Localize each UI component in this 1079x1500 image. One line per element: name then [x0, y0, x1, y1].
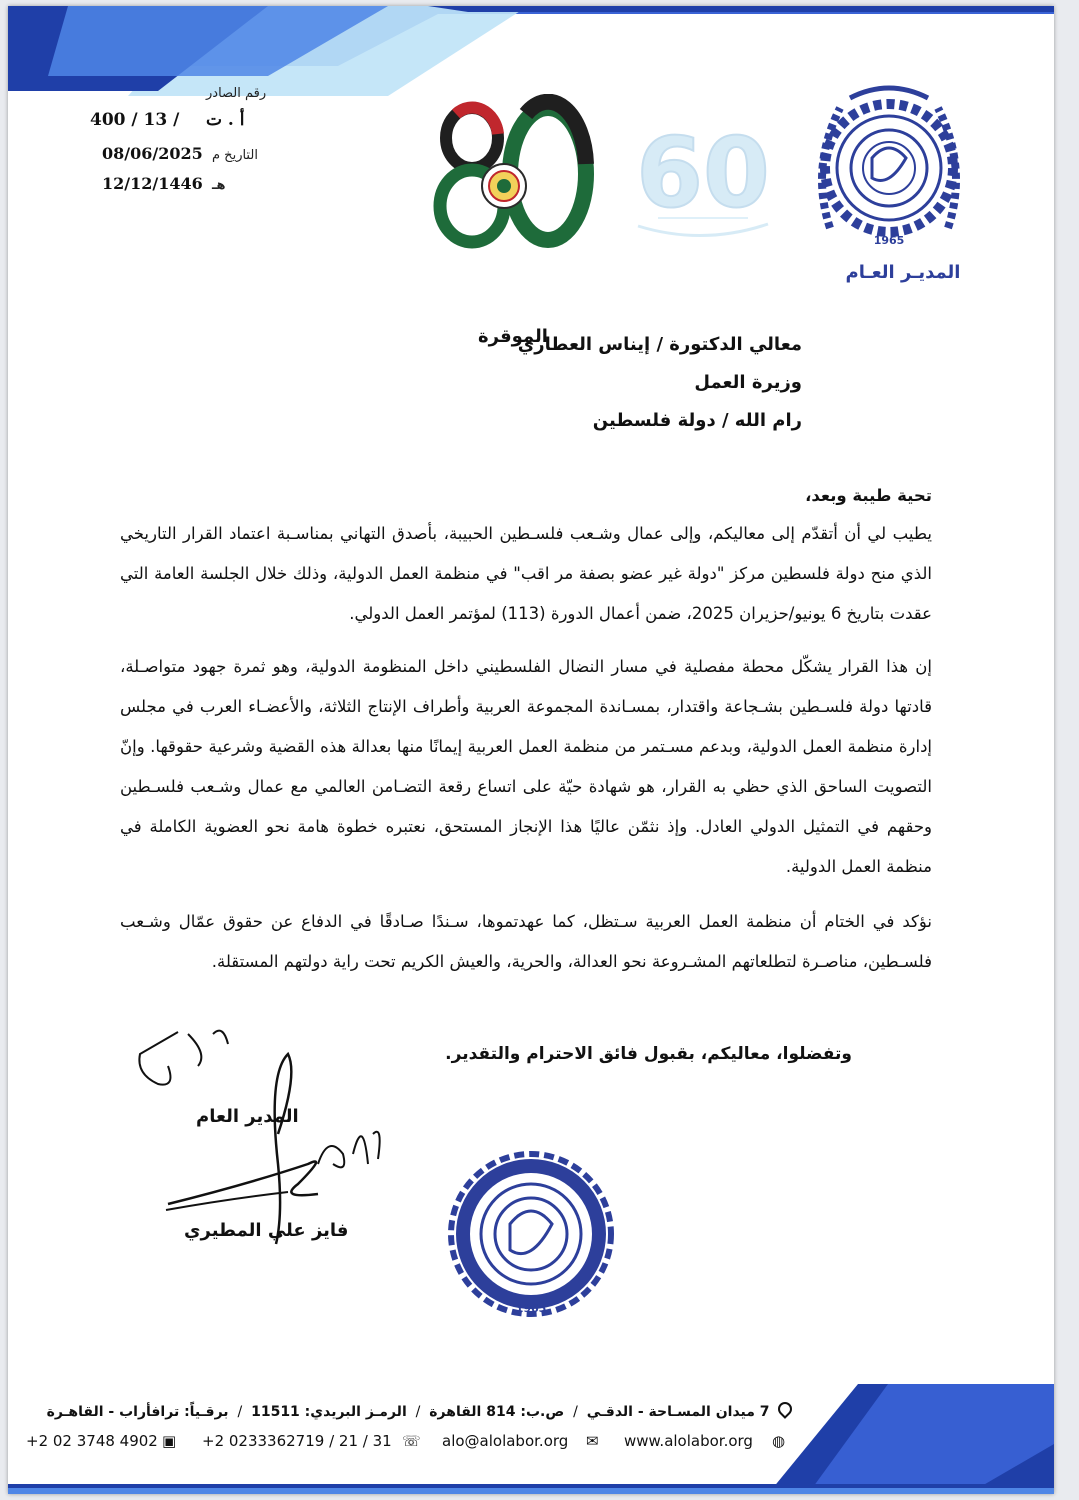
seal-year-top: 1965	[873, 234, 905, 247]
signatory-name: فايز علي المطيري	[184, 1220, 349, 1241]
paragraph-3: نؤكد في الختام أن منظمة العمل العربية سـتظل، كما عهدتموها، سـندًا صـادقًا في الدفاع عن حقوق عمّال وشـعب فلسـطين، مناصـرة لتطلعاتهم المشـروعة نحو العدالة، والحرية، والعيش الكريم تحت راية دولتهم المستقلة.	[120, 912, 932, 971]
ref-hijri-suffix: هـ	[212, 178, 226, 193]
footer-cable: برقـياً: ترافأراب - القاهـرة	[46, 1404, 229, 1420]
paragraph-2: إن هذا القرار يشكّل محطة مفصلية في مسار النضال الفلسطيني داخل المنظومة الدولية، وهو ثمرة جهود متواصـلة، قادتها دولة فلسـطين بشـجاعة واقتدار، بمسـاندة المجموعة العربية وأطراف الإنتاج الثلاثة، والأعضـاء العرب في مجلس إدارة منظمة العمل الدولية، وبدعم مسـتمر من منظمة العمل العربية إيمانًا منها بعدالة هذه القضية وشرعية حقوقها. وإنّ التصويت الساحق الذي حظي به القرار، هو شهادة حيّة على اتساع رقعة التضـامن العالمي مع عمال وشـعب فلسـطين وحقهم في التمثيل الدولي العادل. وإذ نثمّن عاليًا هذا الإنجاز المستحق، نعتبره خطوة هامة نحو العضوية الكاملة في منظمة العمل الدولية.	[120, 657, 932, 876]
ref-date-label: التاريخ م	[212, 148, 258, 163]
footer-po-box: ص.ب: 814 القاهرة	[429, 1404, 565, 1420]
signature-title: المدير العام	[196, 1106, 299, 1127]
footer-fax: +2 02 3748 4902	[26, 1432, 158, 1450]
email-icon: ✉	[586, 1432, 599, 1450]
footer-postal-code: الرمـز البريدي: 11511	[251, 1404, 407, 1420]
paragraph-1: يطيب لي أن أتقدّم إلى معاليكم، وإلى عمال وشـعب فلسـطين الحبيبة، بأصدق التهاني بمناسـبة اعتماد القرار التاريخي الذي منح دولة فلسطين مركز "دولة غير عضو بصفة مر اقب" في منظمة العمل الدولية، وذلك خلال الجلسة العامة التي عقدت بتاريخ 6 يونيو/حزيران 2025، ضمن أعمال الدورة (113) لمؤتمر العمل الدولي.	[120, 524, 932, 623]
recipient-ministry: وزيرة العمل	[694, 372, 802, 393]
anniversary-60-logo	[628, 106, 778, 246]
recipient-location: رام الله / دولة فلسطين	[592, 410, 802, 431]
footer-address: 7 ميدان المسـاحة - الدقـي	[586, 1404, 770, 1420]
ref-number-value: 400 / 13 /	[90, 110, 180, 130]
phone-icon: ☏	[402, 1432, 421, 1450]
ref-date-hijri: 12/12/1446	[102, 174, 203, 193]
footer-website[interactable]: www.alolabor.org	[624, 1432, 753, 1450]
greeting: تحية طيبة وبعد،	[805, 486, 932, 505]
ref-number-prefix: أ . ت	[206, 110, 245, 130]
ref-date-gregorian: 08/06/2025	[102, 144, 203, 163]
seal-year-bottom: 1965	[515, 1302, 547, 1315]
closing-line: وتفضلوا، معاليكم، بقبول فائق الاحترام والتقدير.	[445, 1044, 852, 1064]
anniversary-60-text: 60	[636, 117, 770, 229]
organization-seal-top	[810, 78, 968, 256]
recipient-name: معالي الدكتورة / إيناس العطاري	[517, 334, 802, 355]
organization-seal-bottom	[442, 1146, 620, 1322]
globe-icon: ◍	[772, 1432, 786, 1450]
recipient-block	[402, 326, 802, 440]
footer-email[interactable]: alo@alolabor.org	[442, 1432, 569, 1450]
anniversary-80-text: 80	[509, 122, 511, 123]
fax-icon: ▣	[162, 1432, 177, 1450]
ref-number-label: رقم الصادر	[206, 86, 267, 101]
letter-page	[8, 6, 1054, 1494]
anniversary-80-logo	[426, 94, 594, 252]
footer-phone: +2 0233362719 / 21 / 31	[202, 1432, 392, 1450]
recipient-honorific: الموقرة	[478, 326, 548, 347]
director-general-title: المديـر العـام	[845, 262, 961, 283]
location-pin-icon	[775, 1399, 795, 1419]
footer-address-line: 7 ميدان المسـاحة - الدقـي / ص.ب: 814 القاهرة / الرمـز البريدي: 11511 / برقـياً: ترافأراب - القاهـرة	[47, 1402, 792, 1420]
